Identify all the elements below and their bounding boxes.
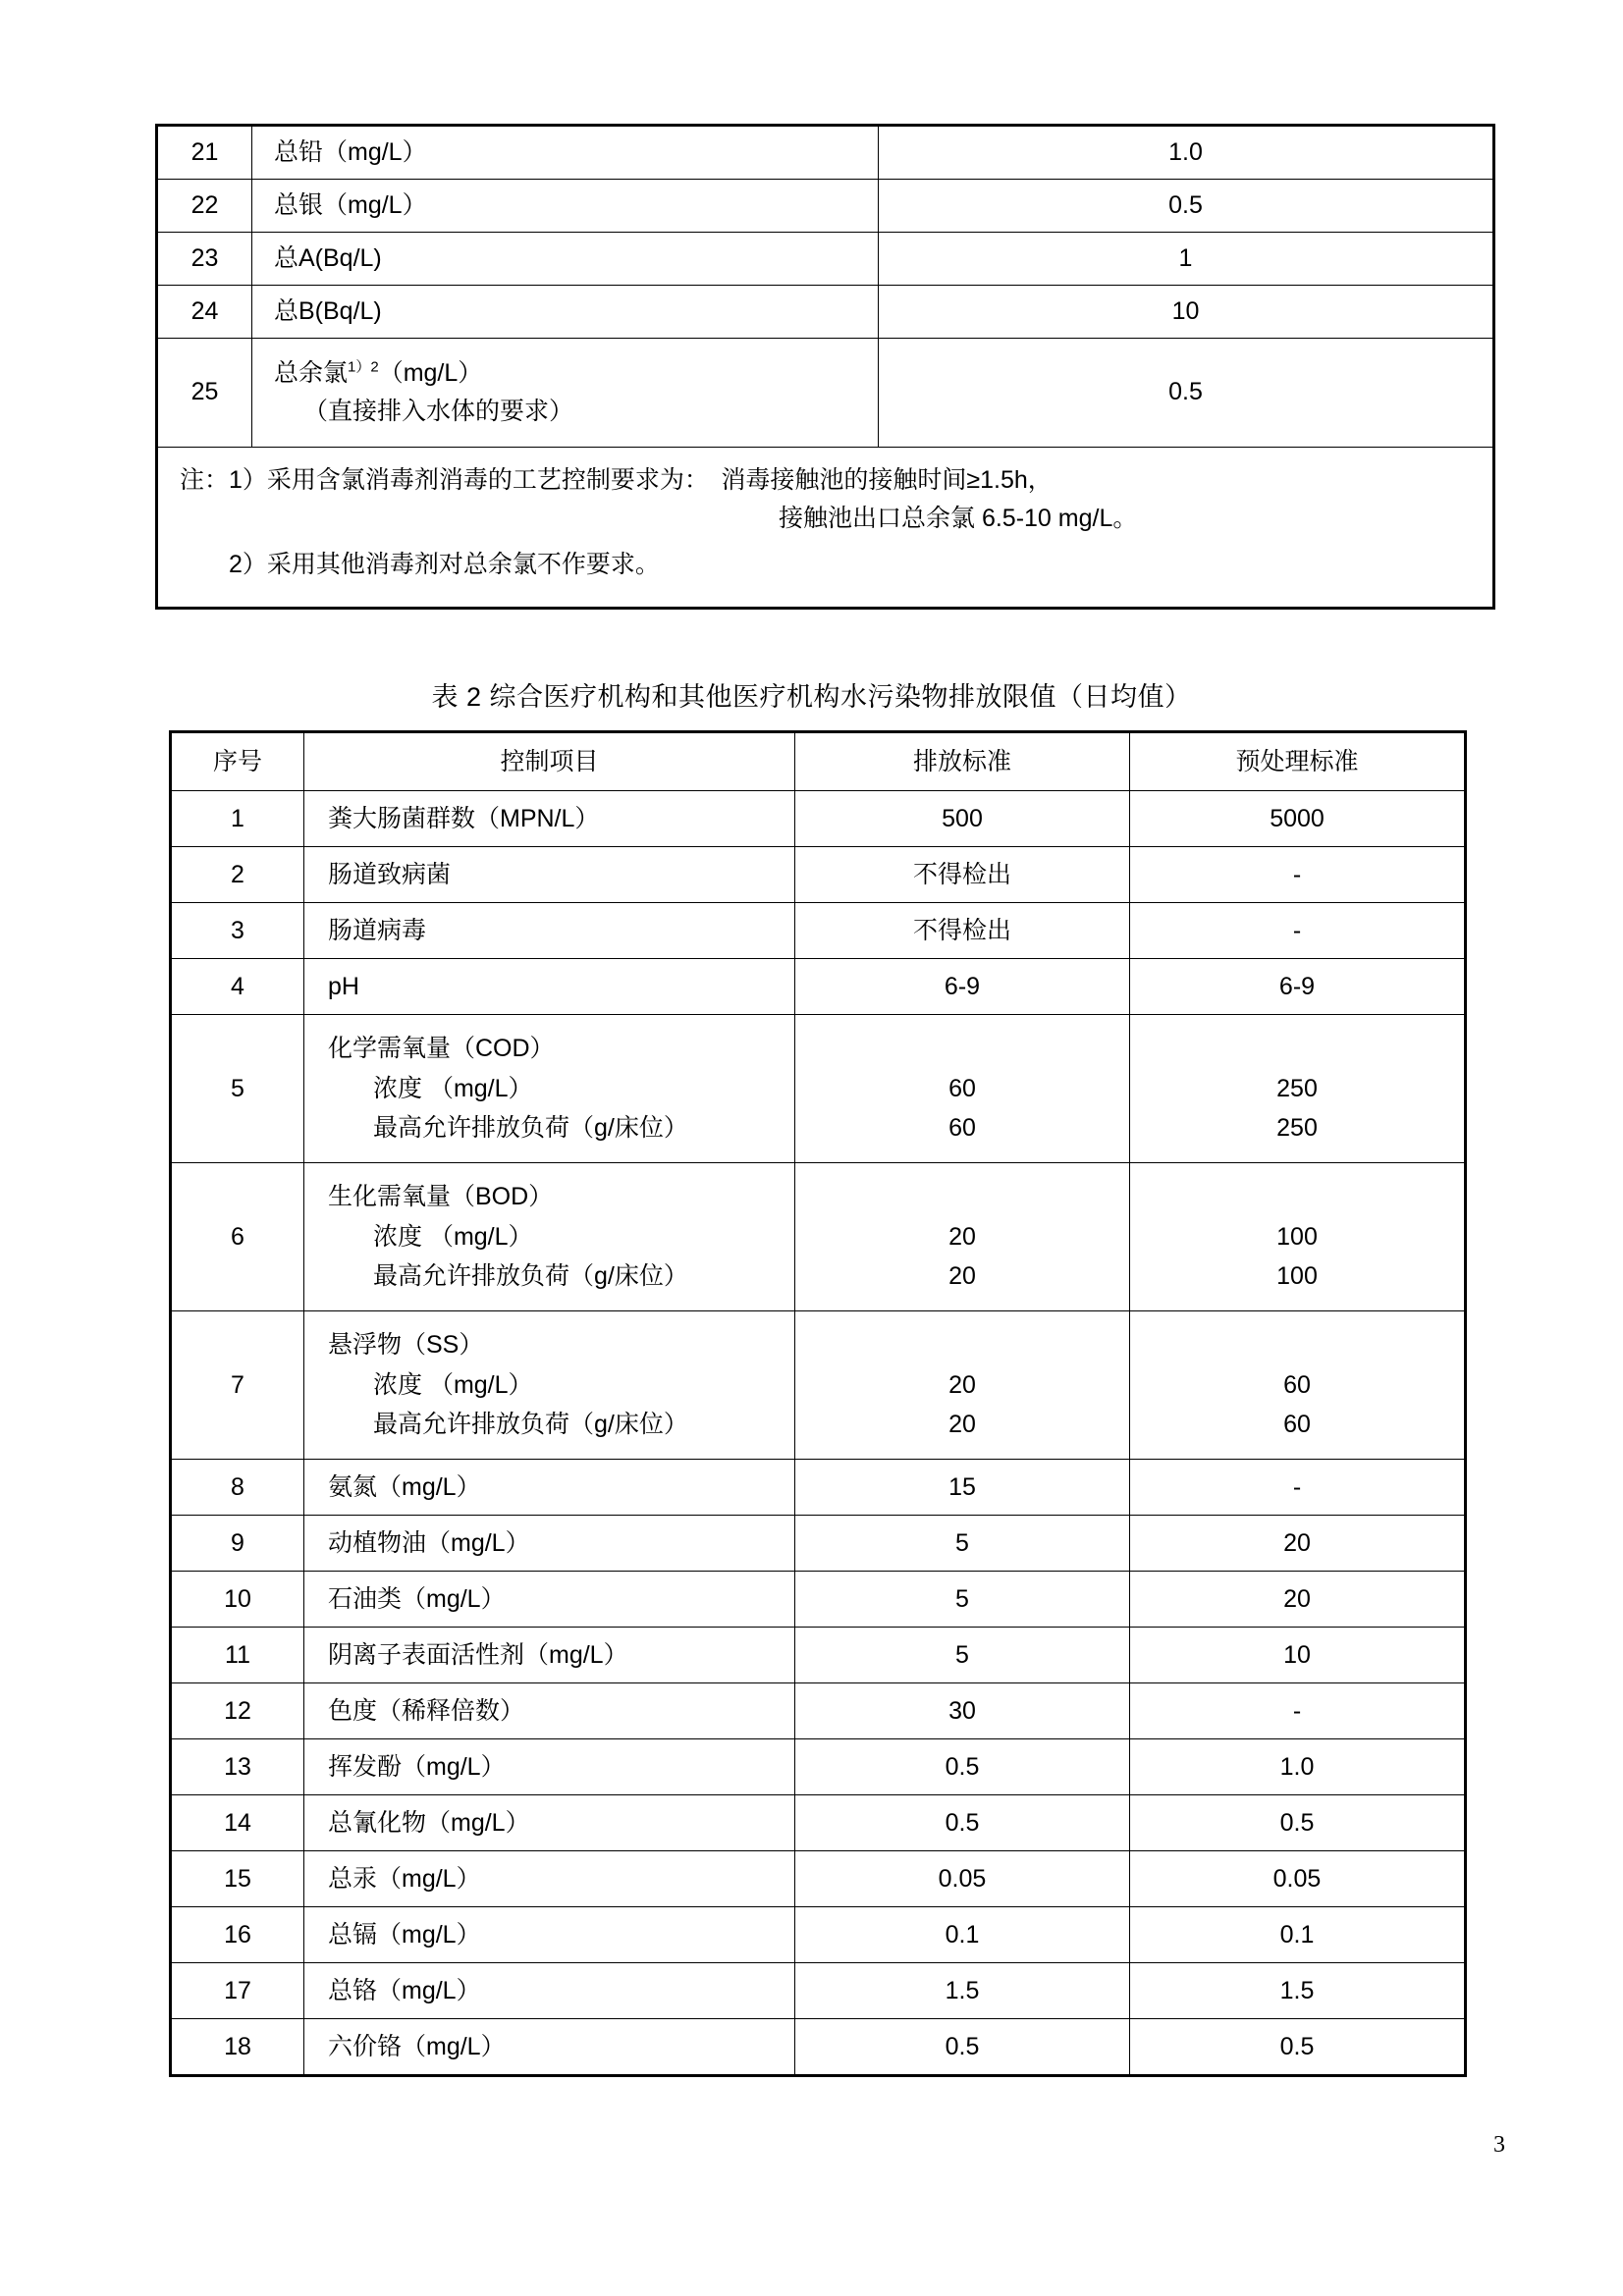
footnote-marker: 1）2 xyxy=(348,358,379,376)
note-line-1: 注：1）采用含氯消毒剂消毒的工艺控制要求为： 消毒接触池的接触时间≥1.5h， xyxy=(180,466,1053,494)
pretreatment-value: - xyxy=(1130,847,1466,903)
pretreatment-value: 20 xyxy=(1130,1572,1466,1628)
ss-concentration-pre: 60 xyxy=(1283,1370,1311,1399)
control-item: 挥发酚（mg/L） xyxy=(304,1739,795,1795)
bod-line-1: 生化需氧量（BOD） xyxy=(328,1183,554,1211)
table-row xyxy=(171,1628,1466,1683)
pretreatment-value: 5000 xyxy=(1130,791,1466,847)
residual-chlorine-line-1 xyxy=(274,354,878,393)
table-row xyxy=(157,286,1494,339)
row-number: 23 xyxy=(157,233,252,286)
pretreatment-value: 20 xyxy=(1130,1516,1466,1572)
ss-line-2: 浓度 （mg/L） xyxy=(373,1370,533,1399)
discharge-value-cod xyxy=(795,1015,1130,1163)
ss-concentration-std: 20 xyxy=(948,1370,976,1399)
header-discharge-standard: 排放标准 xyxy=(795,732,1130,791)
ss-load-std: 20 xyxy=(948,1411,976,1439)
pretreatment-value: 6-9 xyxy=(1130,959,1466,1015)
row-number: 11 xyxy=(171,1628,304,1683)
control-item: 肠道病毒 xyxy=(304,903,795,959)
pretreatment-value: 1.0 xyxy=(1130,1739,1466,1795)
discharge-value: 不得检出 xyxy=(795,903,1130,959)
table-2-container xyxy=(169,730,1458,2077)
row-number: 4 xyxy=(171,959,304,1015)
table-row xyxy=(157,126,1494,180)
control-item: 总铬（mg/L） xyxy=(304,1963,795,2019)
control-item: 总B(Bq/L) xyxy=(252,286,879,339)
table-row xyxy=(171,1795,1466,1851)
header-pretreatment-standard: 预处理标准 xyxy=(1130,732,1466,791)
limit-value: 1 xyxy=(879,233,1494,286)
bod-concentration-pre: 100 xyxy=(1276,1222,1318,1251)
table-row xyxy=(171,1572,1466,1628)
table-row xyxy=(171,1460,1466,1516)
control-item: 石油类（mg/L） xyxy=(304,1572,795,1628)
table-row xyxy=(171,1163,1466,1311)
cod-load-pre: 250 xyxy=(1276,1114,1318,1143)
header-control-item: 控制项目 xyxy=(304,732,795,791)
pretreatment-value: 0.5 xyxy=(1130,1795,1466,1851)
row-number: 5 xyxy=(171,1015,304,1163)
pretreatment-value-ss xyxy=(1130,1311,1466,1460)
discharge-value: 30 xyxy=(795,1683,1130,1739)
row-number: 22 xyxy=(157,180,252,233)
bod-line-3: 最高允许排放负荷（g/床位） xyxy=(373,1262,688,1291)
control-item: 总银（mg/L） xyxy=(252,180,879,233)
residual-chlorine-label: 总余氯 xyxy=(274,359,349,388)
discharge-value: 0.5 xyxy=(795,1739,1130,1795)
residual-chlorine-line-2: （直接排入水体的要求） xyxy=(303,398,574,425)
row-number: 3 xyxy=(171,903,304,959)
discharge-value: 0.5 xyxy=(795,1795,1130,1851)
discharge-limits-table xyxy=(169,730,1467,2077)
pretreatment-value-bod xyxy=(1130,1163,1466,1311)
ss-line-1: 悬浮物（SS） xyxy=(328,1331,484,1360)
bod-load-pre: 100 xyxy=(1276,1262,1318,1291)
control-item: pH xyxy=(304,959,795,1015)
cod-line-1: 化学需氧量（COD） xyxy=(328,1035,555,1063)
control-item: 总汞（mg/L） xyxy=(304,1851,795,1907)
bod-concentration-std: 20 xyxy=(948,1222,976,1251)
limit-value: 1.0 xyxy=(879,126,1494,180)
pretreatment-value-cod xyxy=(1130,1015,1466,1163)
table-row xyxy=(171,1683,1466,1739)
table-1-continuation xyxy=(155,124,1466,610)
control-item: 六价铬（mg/L） xyxy=(304,2019,795,2076)
residual-chlorine-unit: （mg/L） xyxy=(378,359,483,388)
table-notes-row xyxy=(157,448,1494,609)
discharge-value: 5 xyxy=(795,1572,1130,1628)
pretreatment-value: 1.5 xyxy=(1130,1963,1466,2019)
control-item-cod xyxy=(304,1015,795,1163)
control-item: 色度（稀释倍数） xyxy=(304,1683,795,1739)
table-row xyxy=(157,233,1494,286)
row-number: 1 xyxy=(171,791,304,847)
table-row xyxy=(171,791,1466,847)
discharge-value: 6-9 xyxy=(795,959,1130,1015)
discharge-value: 0.05 xyxy=(795,1851,1130,1907)
ss-line-3: 最高允许排放负荷（g/床位） xyxy=(373,1411,688,1439)
row-number: 12 xyxy=(171,1683,304,1739)
row-number: 15 xyxy=(171,1851,304,1907)
row-number: 24 xyxy=(157,286,252,339)
pollutant-limits-table-part xyxy=(155,124,1495,610)
bod-line-2: 浓度 （mg/L） xyxy=(373,1222,533,1251)
table-row xyxy=(171,1739,1466,1795)
table-header-row xyxy=(171,732,1466,791)
table-row xyxy=(171,1851,1466,1907)
cod-concentration-pre: 250 xyxy=(1276,1074,1318,1102)
discharge-value: 5 xyxy=(795,1516,1130,1572)
discharge-value: 不得检出 xyxy=(795,847,1130,903)
cod-concentration-std: 60 xyxy=(948,1074,976,1102)
discharge-value: 1.5 xyxy=(795,1963,1130,2019)
cod-line-2: 浓度 （mg/L） xyxy=(373,1074,533,1102)
control-item-bod xyxy=(304,1163,795,1311)
pretreatment-value: - xyxy=(1130,1683,1466,1739)
control-item: 肠道致病菌 xyxy=(304,847,795,903)
discharge-value: 5 xyxy=(795,1628,1130,1683)
control-item: 总镉（mg/L） xyxy=(304,1907,795,1963)
pretreatment-value: 0.5 xyxy=(1130,2019,1466,2076)
table-2-caption: 表 2 综合医疗机构和其他医疗机构水污染物排放限值（日均值） xyxy=(431,682,1192,712)
limit-value: 0.5 xyxy=(879,339,1494,448)
limit-value: 10 xyxy=(879,286,1494,339)
row-number: 9 xyxy=(171,1516,304,1572)
row-number: 16 xyxy=(171,1907,304,1963)
cod-line-3: 最高允许排放负荷（g/床位） xyxy=(373,1114,688,1143)
table-row xyxy=(171,959,1466,1015)
control-item: 粪大肠菌群数（MPN/L） xyxy=(304,791,795,847)
row-number: 17 xyxy=(171,1963,304,2019)
table-row xyxy=(171,903,1466,959)
limit-value: 0.5 xyxy=(879,180,1494,233)
discharge-value: 0.5 xyxy=(795,2019,1130,2076)
row-number: 2 xyxy=(171,847,304,903)
note-line-2: 接触池出口总余氯 6.5-10 mg/L。 xyxy=(779,504,1138,532)
row-number: 21 xyxy=(157,126,252,180)
table-row xyxy=(171,1963,1466,2019)
row-number: 18 xyxy=(171,2019,304,2076)
table-row xyxy=(171,1516,1466,1572)
table-row xyxy=(157,339,1494,448)
row-number: 7 xyxy=(171,1311,304,1460)
discharge-value: 15 xyxy=(795,1460,1130,1516)
row-number: 10 xyxy=(171,1572,304,1628)
pretreatment-value: - xyxy=(1130,903,1466,959)
table-row xyxy=(171,2019,1466,2076)
bod-load-std: 20 xyxy=(948,1262,976,1291)
row-number: 8 xyxy=(171,1460,304,1516)
control-item: 动植物油（mg/L） xyxy=(304,1516,795,1572)
table-row xyxy=(171,1907,1466,1963)
control-item-residual-chlorine xyxy=(252,339,879,448)
pretreatment-value: 0.1 xyxy=(1130,1907,1466,1963)
table-notes xyxy=(157,448,1494,609)
discharge-value: 500 xyxy=(795,791,1130,847)
table-row xyxy=(171,1015,1466,1163)
page-number: 3 xyxy=(1493,2132,1505,2158)
table-row xyxy=(171,847,1466,903)
discharge-value: 0.1 xyxy=(795,1907,1130,1963)
control-item: 阴离子表面活性剂（mg/L） xyxy=(304,1628,795,1683)
control-item: 总A(Bq/L) xyxy=(252,233,879,286)
pretreatment-value: - xyxy=(1130,1460,1466,1516)
ss-load-pre: 60 xyxy=(1283,1411,1311,1439)
pretreatment-value: 10 xyxy=(1130,1628,1466,1683)
row-number: 14 xyxy=(171,1795,304,1851)
cod-load-std: 60 xyxy=(948,1114,976,1143)
discharge-value-ss xyxy=(795,1311,1130,1460)
pretreatment-value: 0.05 xyxy=(1130,1851,1466,1907)
control-item: 氨氮（mg/L） xyxy=(304,1460,795,1516)
control-item-ss xyxy=(304,1311,795,1460)
header-no: 序号 xyxy=(171,732,304,791)
row-number: 6 xyxy=(171,1163,304,1311)
table-row xyxy=(157,180,1494,233)
control-item: 总氰化物（mg/L） xyxy=(304,1795,795,1851)
row-number: 13 xyxy=(171,1739,304,1795)
discharge-value-bod xyxy=(795,1163,1130,1311)
table-row xyxy=(171,1311,1466,1460)
control-item: 总铅（mg/L） xyxy=(252,126,879,180)
row-number: 25 xyxy=(157,339,252,448)
note-line-3: 2）采用其他消毒剂对总余氯不作要求。 xyxy=(229,550,660,578)
